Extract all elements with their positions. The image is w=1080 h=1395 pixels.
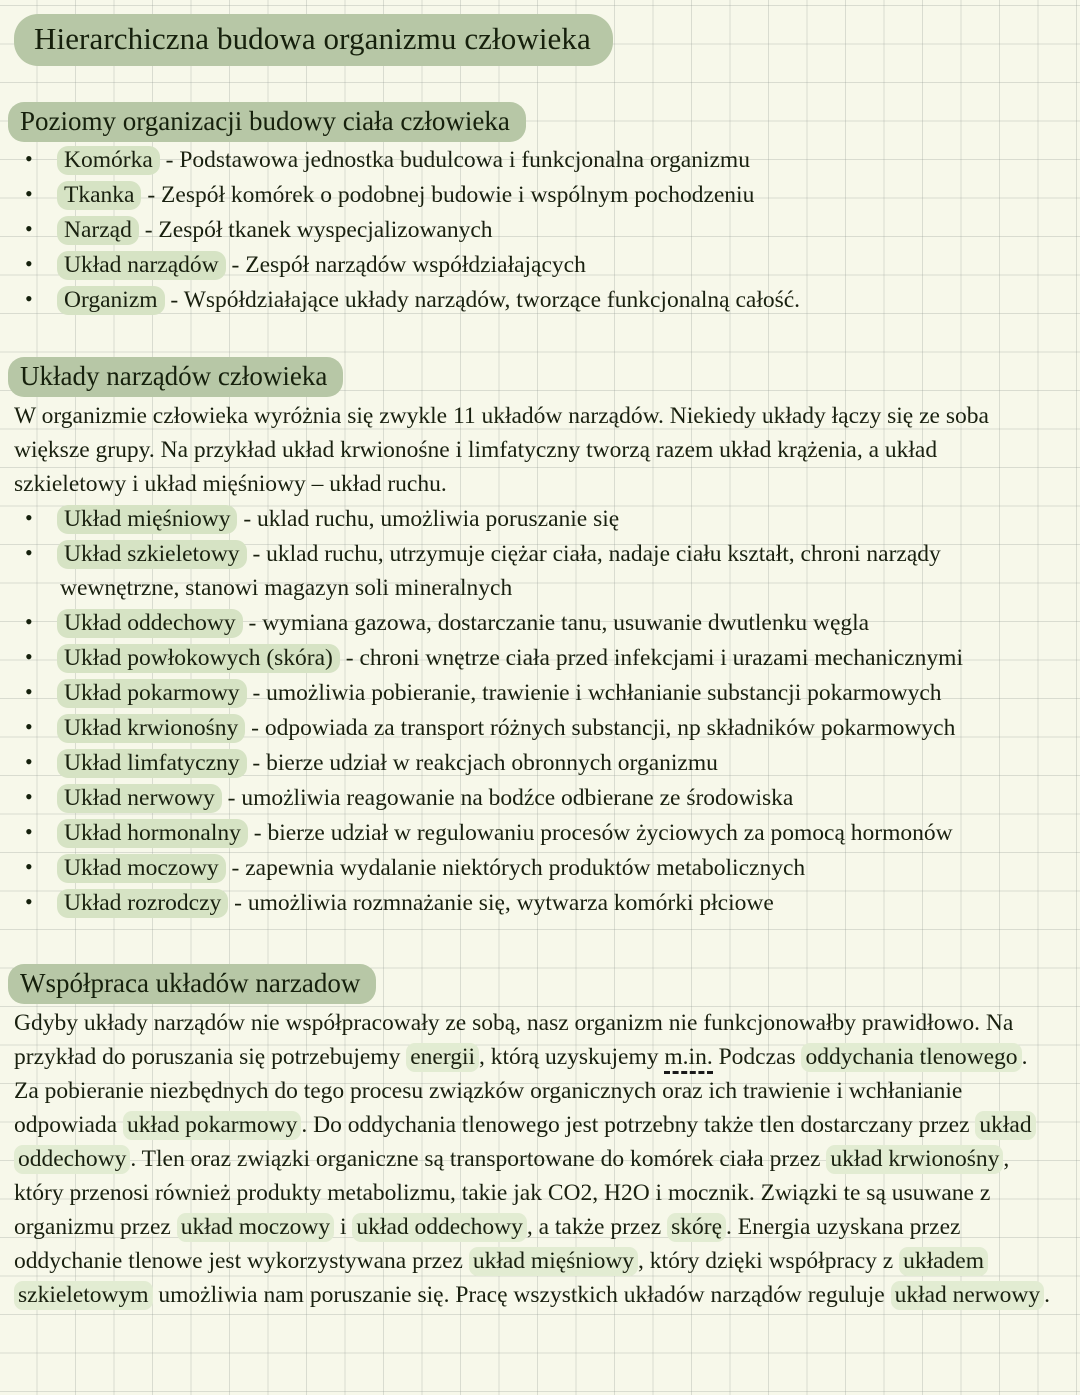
bullet-desc: - umożliwia pobieranie, trawienie i wchłanianie substancji pokarmowych	[246, 680, 942, 707]
highlighted-term: skórę	[667, 1213, 726, 1242]
highlighted-term: energii	[406, 1043, 479, 1072]
bullet-term: Układ limfatyczny	[57, 749, 247, 778]
list-item	[14, 248, 1064, 282]
list-item	[14, 502, 1064, 536]
paragraph-text: Podczas	[712, 1044, 802, 1071]
bullet-term: Organizm	[57, 286, 165, 315]
wspolpraca-paragraph	[14, 1006, 1054, 1312]
paragraph-text: umożliwia nam poruszanie się. Pracę wszystkich układów narządów reguluje	[152, 1282, 891, 1309]
list-item	[14, 816, 1064, 850]
list-item	[14, 676, 1064, 710]
paragraph-text: , którą uzyskujemy	[479, 1044, 665, 1071]
bullet-desc: - umożliwia reagowanie na bodźce odbierane ze środowiska	[221, 785, 794, 812]
bullet-desc: - uklad ruchu, umożliwia poruszanie się	[237, 506, 620, 533]
bullet-term: Układ oddechowy	[57, 609, 243, 638]
bullet-desc: - bierze udział w reakcjach obronnych organizmu	[246, 750, 718, 777]
list-item	[14, 886, 1064, 920]
bullet-desc: - uklad ruchu, utrzymuje ciężar ciała, nadaje ciału kształt, chroni narządy wewnętrzne, stanowi magazyn soli mineralnych	[60, 541, 941, 602]
list-item	[14, 606, 1064, 640]
list-item	[14, 781, 1064, 815]
bullet-desc: - Współdziałające układy narządów, tworzące funkcjonalną całość.	[164, 286, 801, 313]
bullet-term: Komórka	[57, 146, 160, 175]
bullet-desc: - Podstawowa jednostka budulcowa i funkcjonalna organizmu	[159, 146, 750, 173]
paragraph-text: i	[334, 1214, 353, 1241]
bullet-term: Układ powłokowych (skóra)	[57, 644, 340, 673]
highlighted-term: układ moczowy	[177, 1213, 334, 1242]
highlighted-term: układ oddechowy	[14, 1111, 1036, 1174]
section-header-uklady: Układy narządów człowieka	[8, 357, 343, 397]
highlighted-term: oddychania tlenowego	[801, 1043, 1021, 1072]
bullet-desc: - zapewnia wydalanie niektórych produktów metabolicznych	[225, 855, 806, 882]
bullet-term: Układ hormonalny	[57, 819, 248, 848]
section-header-row	[14, 102, 1064, 142]
spellcheck-underlined-text: m.in.	[664, 1044, 712, 1074]
section-poziomy-organizacji	[0, 102, 1080, 317]
section-uklady-narzadow	[0, 357, 1080, 920]
list-item	[14, 711, 1064, 745]
highlighted-term: układ mięśniowy	[469, 1247, 638, 1276]
list-item	[14, 213, 1064, 247]
bullet-term: Układ pokarmowy	[57, 679, 247, 708]
paragraph-text: .	[1044, 1282, 1051, 1309]
bullet-term: Układ narządów	[57, 251, 226, 280]
list-item	[14, 746, 1064, 780]
section-header-wspolpraca: Współpraca układów narzadow	[8, 964, 376, 1004]
bullet-term: Układ moczowy	[57, 854, 226, 883]
paragraph-text: Gdyby układy narządów nie współpracowały ze sobą, nasz organizm nie funkcjonowałby prawidłowo. Na przykład do poruszania się potrzebujemy	[14, 1010, 1014, 1071]
bullet-desc: - wymiana gazowa, dostarczanie tanu, usuwanie dwutlenku węgla	[242, 610, 870, 637]
bullet-term: Tkanka	[57, 181, 141, 210]
list-item	[14, 851, 1064, 885]
paragraph-text: . Tlen oraz związki organiczne są transportowane do komórek ciała przez	[130, 1146, 827, 1173]
bullet-term: Narząd	[57, 216, 139, 245]
page-title-row	[0, 0, 1080, 66]
paragraph-text: . Energia uzyskana przez oddychanie tlenowe jest wykorzystywana przez	[14, 1214, 961, 1275]
highlighted-term: układ nerwowy	[891, 1281, 1045, 1310]
paragraph-text: , który przenosi również produkty metabolizmu, takie jak CO2, H2O i mocznik. Związki te są usuwane z organizmu przez	[14, 1146, 1010, 1241]
bullet-desc: - bierze udział w regulowaniu procesów życiowych za pomocą hormonów	[247, 820, 953, 847]
highlighted-term: układ pokarmowy	[123, 1111, 301, 1140]
bullet-desc: - Zespół narządów współdziałających	[225, 251, 586, 278]
paragraph-text: . Za pobieranie niezbędnych do tego procesu związków organicznych oraz ich trawienie i wchłanianie odpowiada	[14, 1044, 1028, 1139]
paragraph-text: , który dzięki współpracy z	[638, 1248, 900, 1275]
bullet-desc: - Zespół tkanek wyspecjalizowanych	[138, 216, 493, 243]
paragraph-text: , a także przez	[526, 1214, 668, 1241]
page-title: Hierarchiczna budowa organizmu człowieka	[14, 14, 613, 66]
bullet-term: Układ krwionośny	[57, 714, 245, 743]
highlighted-term: układem szkieletowym	[14, 1247, 988, 1310]
bullet-list-poziomy	[14, 143, 1064, 317]
section-header-row	[14, 964, 1064, 1004]
bullet-term: Układ nerwowy	[57, 784, 222, 813]
section-wspolpraca	[0, 964, 1080, 1312]
section-intro-paragraph: W organizmie człowieka wyróżnia się zwykle 11 układów narządów. Niekiedy układy łączy się ze soba większe grupy. Na przykład układ krwionośne i limfatyczny tworzą razem układ krążenia, a układ szkieletowy i układ mięśniowy – układ ruchu.	[14, 403, 989, 498]
bullet-desc: - umożliwia rozmnażanie się, wytwarza komórki płciowe	[228, 890, 774, 917]
bullet-term: Układ mięśniowy	[57, 505, 237, 534]
bullet-desc: - odpowiada za transport różnych substancji, np składników pokarmowych	[245, 715, 956, 742]
list-item	[14, 178, 1064, 212]
list-item	[14, 143, 1064, 177]
bullet-term: Układ rozrodczy	[57, 889, 228, 918]
highlighted-term: układ oddechowy	[352, 1213, 526, 1242]
highlighted-term: układ krwionośny	[826, 1145, 1003, 1174]
bullet-list-uklady	[14, 502, 1064, 920]
list-item	[14, 537, 1064, 605]
bullet-desc: - Zespół komórek o podobnej budowie i wspólnym pochodzeniu	[141, 181, 755, 208]
list-item	[14, 283, 1064, 317]
section-header-poziomy: Poziomy organizacji budowy ciała człowieka	[8, 102, 526, 142]
bullet-term: Układ szkieletowy	[57, 540, 247, 569]
section-header-row	[14, 357, 1064, 397]
list-item	[14, 641, 1064, 675]
bullet-desc: - chroni wnętrze ciała przed infekcjami i urazami mechanicznymi	[339, 645, 963, 672]
paragraph-text: . Do oddychania tlenowego jest potrzebny także tlen dostarczany przez	[301, 1112, 976, 1139]
